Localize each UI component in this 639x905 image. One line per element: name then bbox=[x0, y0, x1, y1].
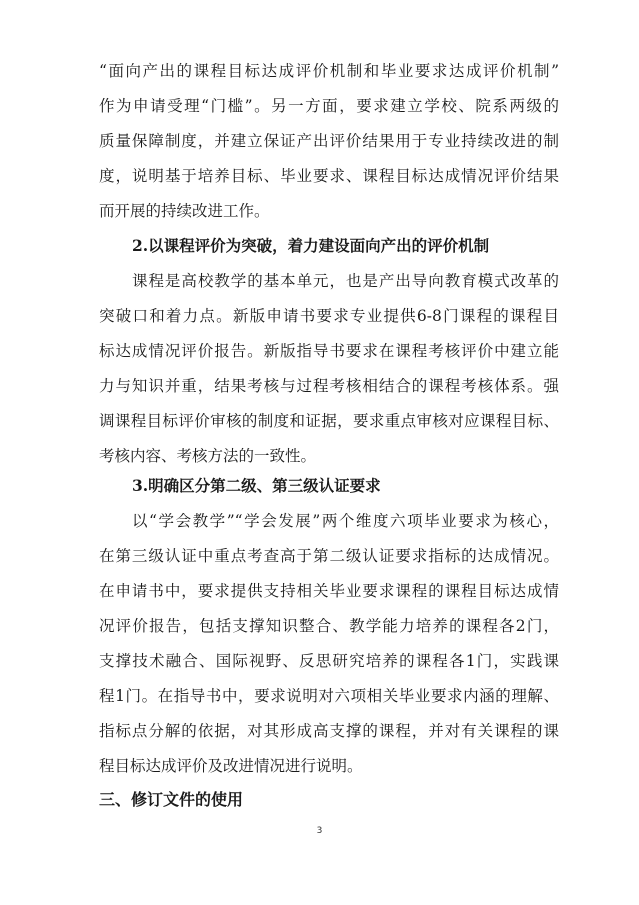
body-line: 支撑技术融合、国际视野、反思研究培养的课程各1门，实践课 bbox=[99, 652, 559, 670]
body-line: 力与知识并重，结果考核与过程考核相结合的课程考核体系。强 bbox=[99, 377, 559, 395]
body-line: 度，说明基于培养目标、毕业要求、课程目标达成情况评价结果 bbox=[99, 167, 559, 185]
page-number: 3 bbox=[316, 826, 323, 836]
body-line: 考核内容、考核方法的一致性。 bbox=[99, 447, 317, 465]
body-line: 程目标达成评价及改进情况进行说明。 bbox=[99, 757, 363, 775]
subsection-heading-3: 3.明确区分第二级、第三级认证要求 bbox=[132, 476, 381, 495]
body-line: 况评价报告，包括支撑知识整合、教学能力培养的课程各2门， bbox=[99, 617, 559, 635]
body-line: 作为申请受理“门槛”。另一方面，要求建立学校、院系两级的 bbox=[99, 97, 559, 115]
body-line: 程1门。在指导书中，要求说明对六项相关毕业要求内涵的理解、 bbox=[99, 687, 559, 705]
body-line: 在第三级认证中重点考查高于第二级认证要求指标的达成情况。 bbox=[99, 547, 559, 565]
body-line: 质量保障制度，并建立保证产出评价结果用于专业持续改进的制 bbox=[99, 132, 559, 150]
body-line: 课程是高校教学的基本单元，也是产出导向教育模式改革的 bbox=[132, 272, 559, 290]
body-line: “面向产出的课程目标达成评价机制和毕业要求达成评价机制” bbox=[99, 62, 559, 80]
body-line: 标达成情况评价报告。新版指导书要求在课程考核评价中建立能 bbox=[99, 342, 559, 360]
section-heading-3: 三、修订文件的使用 bbox=[99, 790, 244, 809]
body-line: 而开展的持续改进工作。 bbox=[99, 202, 270, 220]
body-line: 以“学会教学”“学会发展”两个维度六项毕业要求为核心， bbox=[132, 512, 559, 530]
body-line: 指标点分解的依据，对其形成高支撑的课程，并对有关课程的课 bbox=[99, 722, 559, 740]
subsection-heading-2: 2.以课程评价为突破，着力建设面向产出的评价机制 bbox=[132, 236, 490, 255]
body-line: 在申请书中，要求提供支持相关毕业要求课程的课程目标达成情 bbox=[99, 582, 559, 600]
body-line: 突破口和着力点。新版申请书要求专业提供6-8门课程的课程目 bbox=[99, 307, 559, 325]
body-line: 调课程目标评价审核的制度和证据，要求重点审核对应课程目标、 bbox=[99, 412, 559, 430]
